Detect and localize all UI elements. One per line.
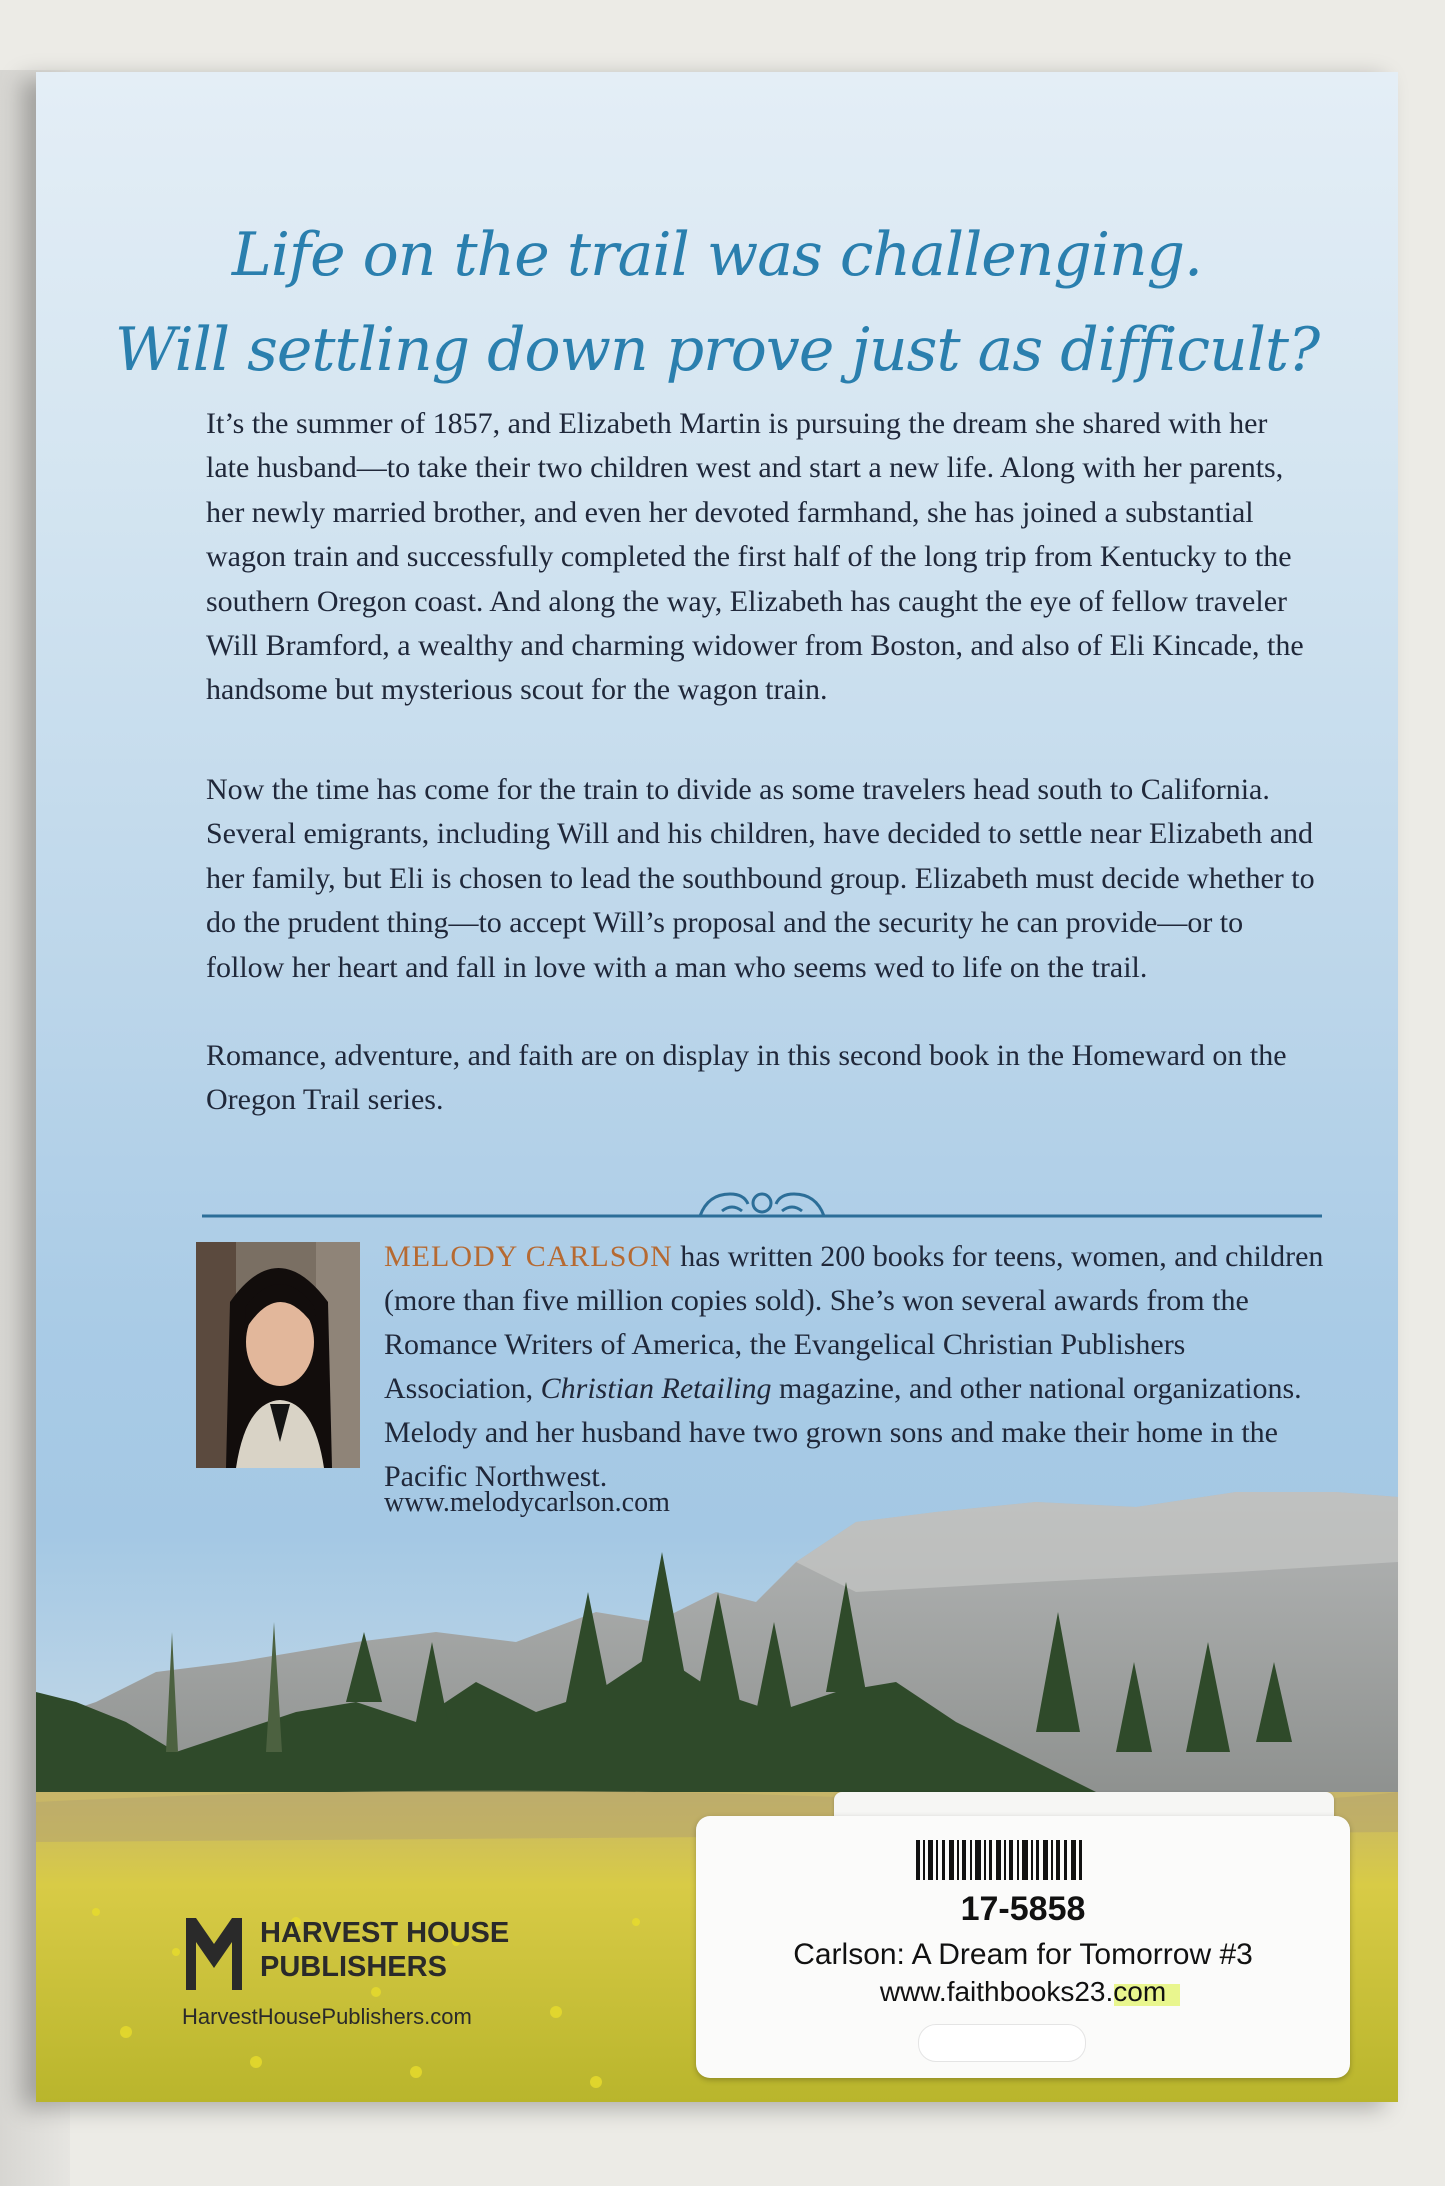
headline xyxy=(36,208,1398,398)
synopsis-paragraph-1: It’s the summer of 1857, and Elizabeth Martin is pursuing the dream she shared with her late husband—to take their two children west and start a new life. Along with her parents, her newly married brother, and even her devoted farmhand, she has joined a substantial wagon train and successfully completed the first half of the long trip from Kentucky to the southern Oregon coast. And along the way, Elizabeth has caught the eye of fellow traveler Will Bramford, a wealthy and charming widower from Boston, and also of Eli Kincade, the handsome but mysterious scout for the wagon train. xyxy=(206,407,1304,707)
ornamental-divider xyxy=(202,1187,1322,1221)
author-name: MELODY CARLSON xyxy=(384,1240,673,1273)
synopsis-paragraph-2: Now the time has come for the train to divide as some travelers head south to California. Several emigrants, including Will and his children, have decided to settle near Elizabeth and her family, but Eli is chosen to lead the southbound group. Elizabeth must decide whether to do the prudent thing—to accept Will’s proposal and the security he can provide—or to follow her heart and fall in love with a man who seems wed to life on the trail. xyxy=(206,773,1315,984)
publisher-name xyxy=(260,1916,560,1984)
publisher-name-line-1: HARVEST HOUSE xyxy=(260,1917,510,1949)
synopsis-paragraph-3: Romance, adventure, and faith are on display in this second book in the Homeward on the Oregon Trail series. xyxy=(206,1039,1287,1117)
redaction-patch xyxy=(918,2024,1086,2062)
sticker-website[interactable]: www.faithbooks23.com xyxy=(879,1976,1167,2007)
headline-line-1: Life on the trail was challenging. xyxy=(231,220,1203,290)
publisher-website[interactable]: HarvestHousePublishers.com xyxy=(182,2004,472,2029)
author-bio-text-1: has written 200 books for teens, women, and children (more than five million copies sold). She’s won several awards from the Romance Writers of America, the Evangelical Christian Publishers Association, xyxy=(384,1240,1324,1405)
author-bio-italic: Christian Retailing xyxy=(540,1372,772,1405)
author-website[interactable]: www.melodycarlson.com xyxy=(384,1487,670,1518)
sticker-title: Carlson: A Dream for Tomorrow #3 xyxy=(793,1938,1253,1971)
author-bio-text-2: magazine, and other national organizations. Melody and her husband have two grown sons and make their home in the Pacific Northwest. xyxy=(384,1372,1302,1493)
harvest-house-logo xyxy=(182,1912,246,1994)
author-photo xyxy=(196,1242,360,1468)
headline-line-2: Will settling down prove just as difficult? xyxy=(114,315,1320,385)
barcode-icon xyxy=(916,1840,1082,1880)
price-sticker xyxy=(696,1816,1350,2078)
publisher-name-line-2: PUBLISHERS xyxy=(260,1951,447,1983)
sticker-sku: 17-5858 xyxy=(960,1890,1086,1928)
